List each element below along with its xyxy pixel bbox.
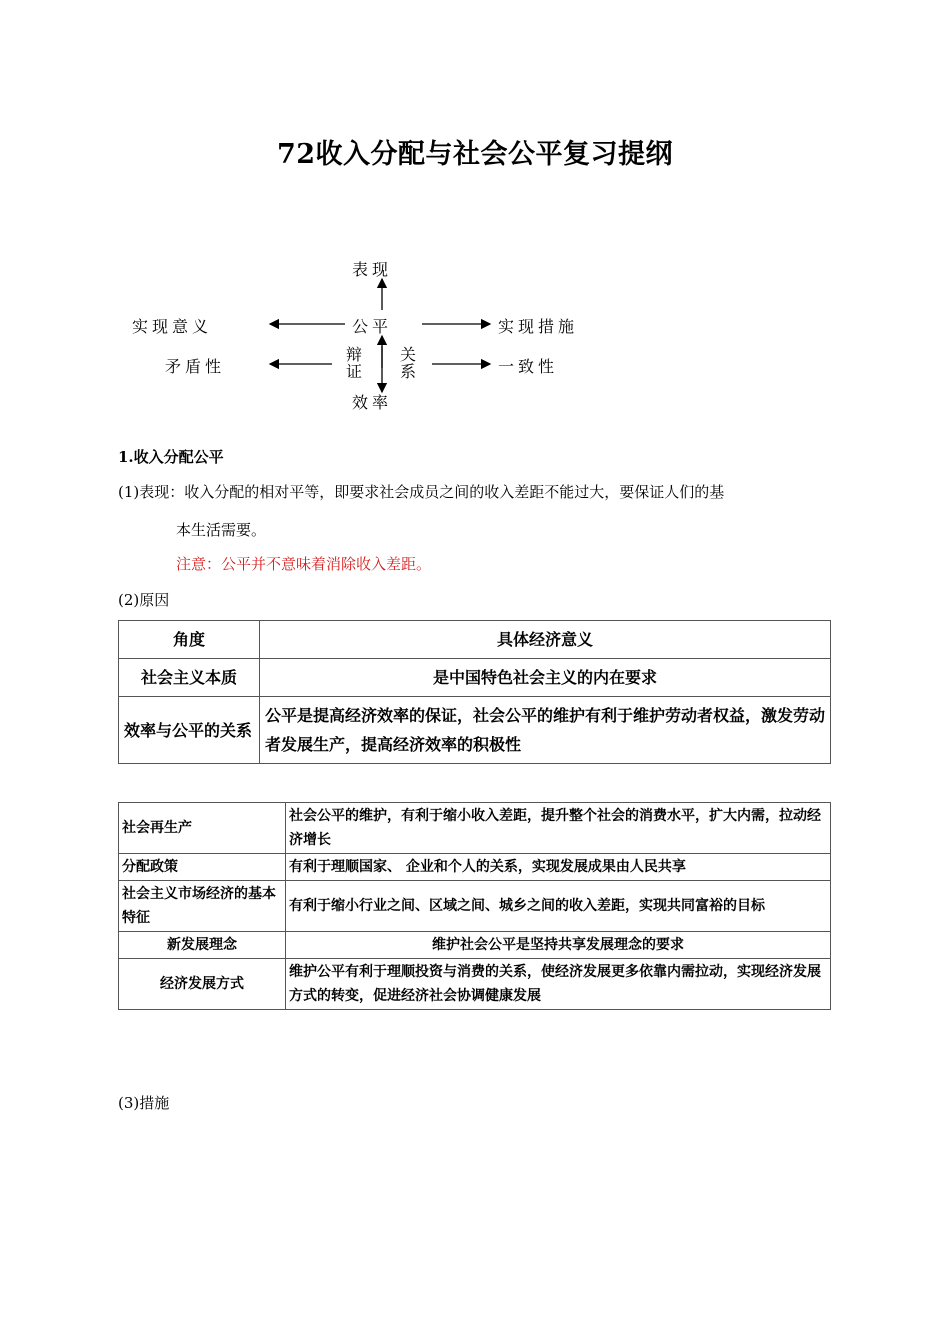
- table-row: [119, 659, 831, 697]
- diagram-top-label: 表现: [352, 260, 393, 279]
- table-cell: 新发展理念: [119, 932, 286, 959]
- concept-diagram: [120, 248, 640, 418]
- diagram-lower-left-label: 矛盾性: [165, 357, 226, 376]
- table-row: [119, 803, 831, 854]
- diagram-left-label: 实现意义: [132, 317, 213, 336]
- table-cell: 经济发展方式: [119, 959, 286, 1010]
- diagram-right-label: 实现措施: [498, 317, 579, 336]
- table-row: [119, 854, 831, 881]
- section-heading: 1.收入分配公平: [118, 448, 224, 466]
- table-cell: 维护社会公平是坚持共享发展理念的要求: [286, 932, 831, 959]
- subheading-measures: (3)措施: [118, 1094, 170, 1112]
- table-cell: 公平是提高经济效率的保证，社会公平的维护有利于维护劳动者权益，激发劳动者发展生产，提高经济效率的积极性: [260, 697, 831, 764]
- table-cell: 维护公平有利于理顺投资与消费的关系，使经济发展更多依靠内需拉动，实现经济发展方式的转变，促进经济社会协调健康发展: [286, 959, 831, 1010]
- table-header-cell: 角度: [119, 621, 260, 659]
- table-cell: 效率与公平的关系: [119, 697, 260, 764]
- subheading-reasons: (2)原因: [118, 591, 170, 609]
- note-text: 注意：公平并不意味着消除收入差距。: [176, 555, 432, 573]
- diagram-lower-right-label: 一致性: [498, 357, 559, 376]
- paragraph-line-2: 本生活需要。: [176, 521, 267, 539]
- table-cell: 分配政策: [119, 854, 286, 881]
- paragraph-line-1: (1)表现：收入分配的相对平等，即要求社会成员之间的收入差距不能过大，要保证人们的基: [118, 483, 725, 501]
- diagram-bottom-label: 效率: [352, 393, 393, 412]
- table-header-row: [119, 621, 831, 659]
- table-cell: 社会主义市场经济的基本特征: [119, 881, 286, 932]
- diagram-mid-right-1: 关: [399, 345, 416, 364]
- table-cell: 有利于理顺国家、 企业和个人的关系，实现发展成果由人民共享: [286, 854, 831, 881]
- table-header-cell: 具体经济意义: [260, 621, 831, 659]
- table-row: [119, 959, 831, 1010]
- table-cell: 是中国特色社会主义的内在要求: [260, 659, 831, 697]
- table-row: [119, 697, 831, 764]
- diagram-center-label: 公平: [352, 317, 393, 336]
- page-title: 72收入分配与社会公平复习提纲: [276, 139, 674, 170]
- table-cell: 社会主义本质: [119, 659, 260, 697]
- reasons-table-1: [118, 620, 831, 764]
- table-cell: 社会再生产: [119, 803, 286, 854]
- table-cell: 社会公平的维护，有利于缩小收入差距，提升整个社会的消费水平，扩大内需，拉动经济增长: [286, 803, 831, 854]
- table-row: [119, 881, 831, 932]
- diagram-mid-left-2: 证: [345, 362, 362, 381]
- diagram-mid-left-1: 辩: [345, 345, 362, 364]
- table-row: [119, 932, 831, 959]
- diagram-mid-right-2: 系: [399, 362, 416, 381]
- table-cell: 有利于缩小行业之间、区域之间、城乡之间的收入差距，实现共同富裕的目标: [286, 881, 831, 932]
- reasons-table-2: [118, 802, 831, 1010]
